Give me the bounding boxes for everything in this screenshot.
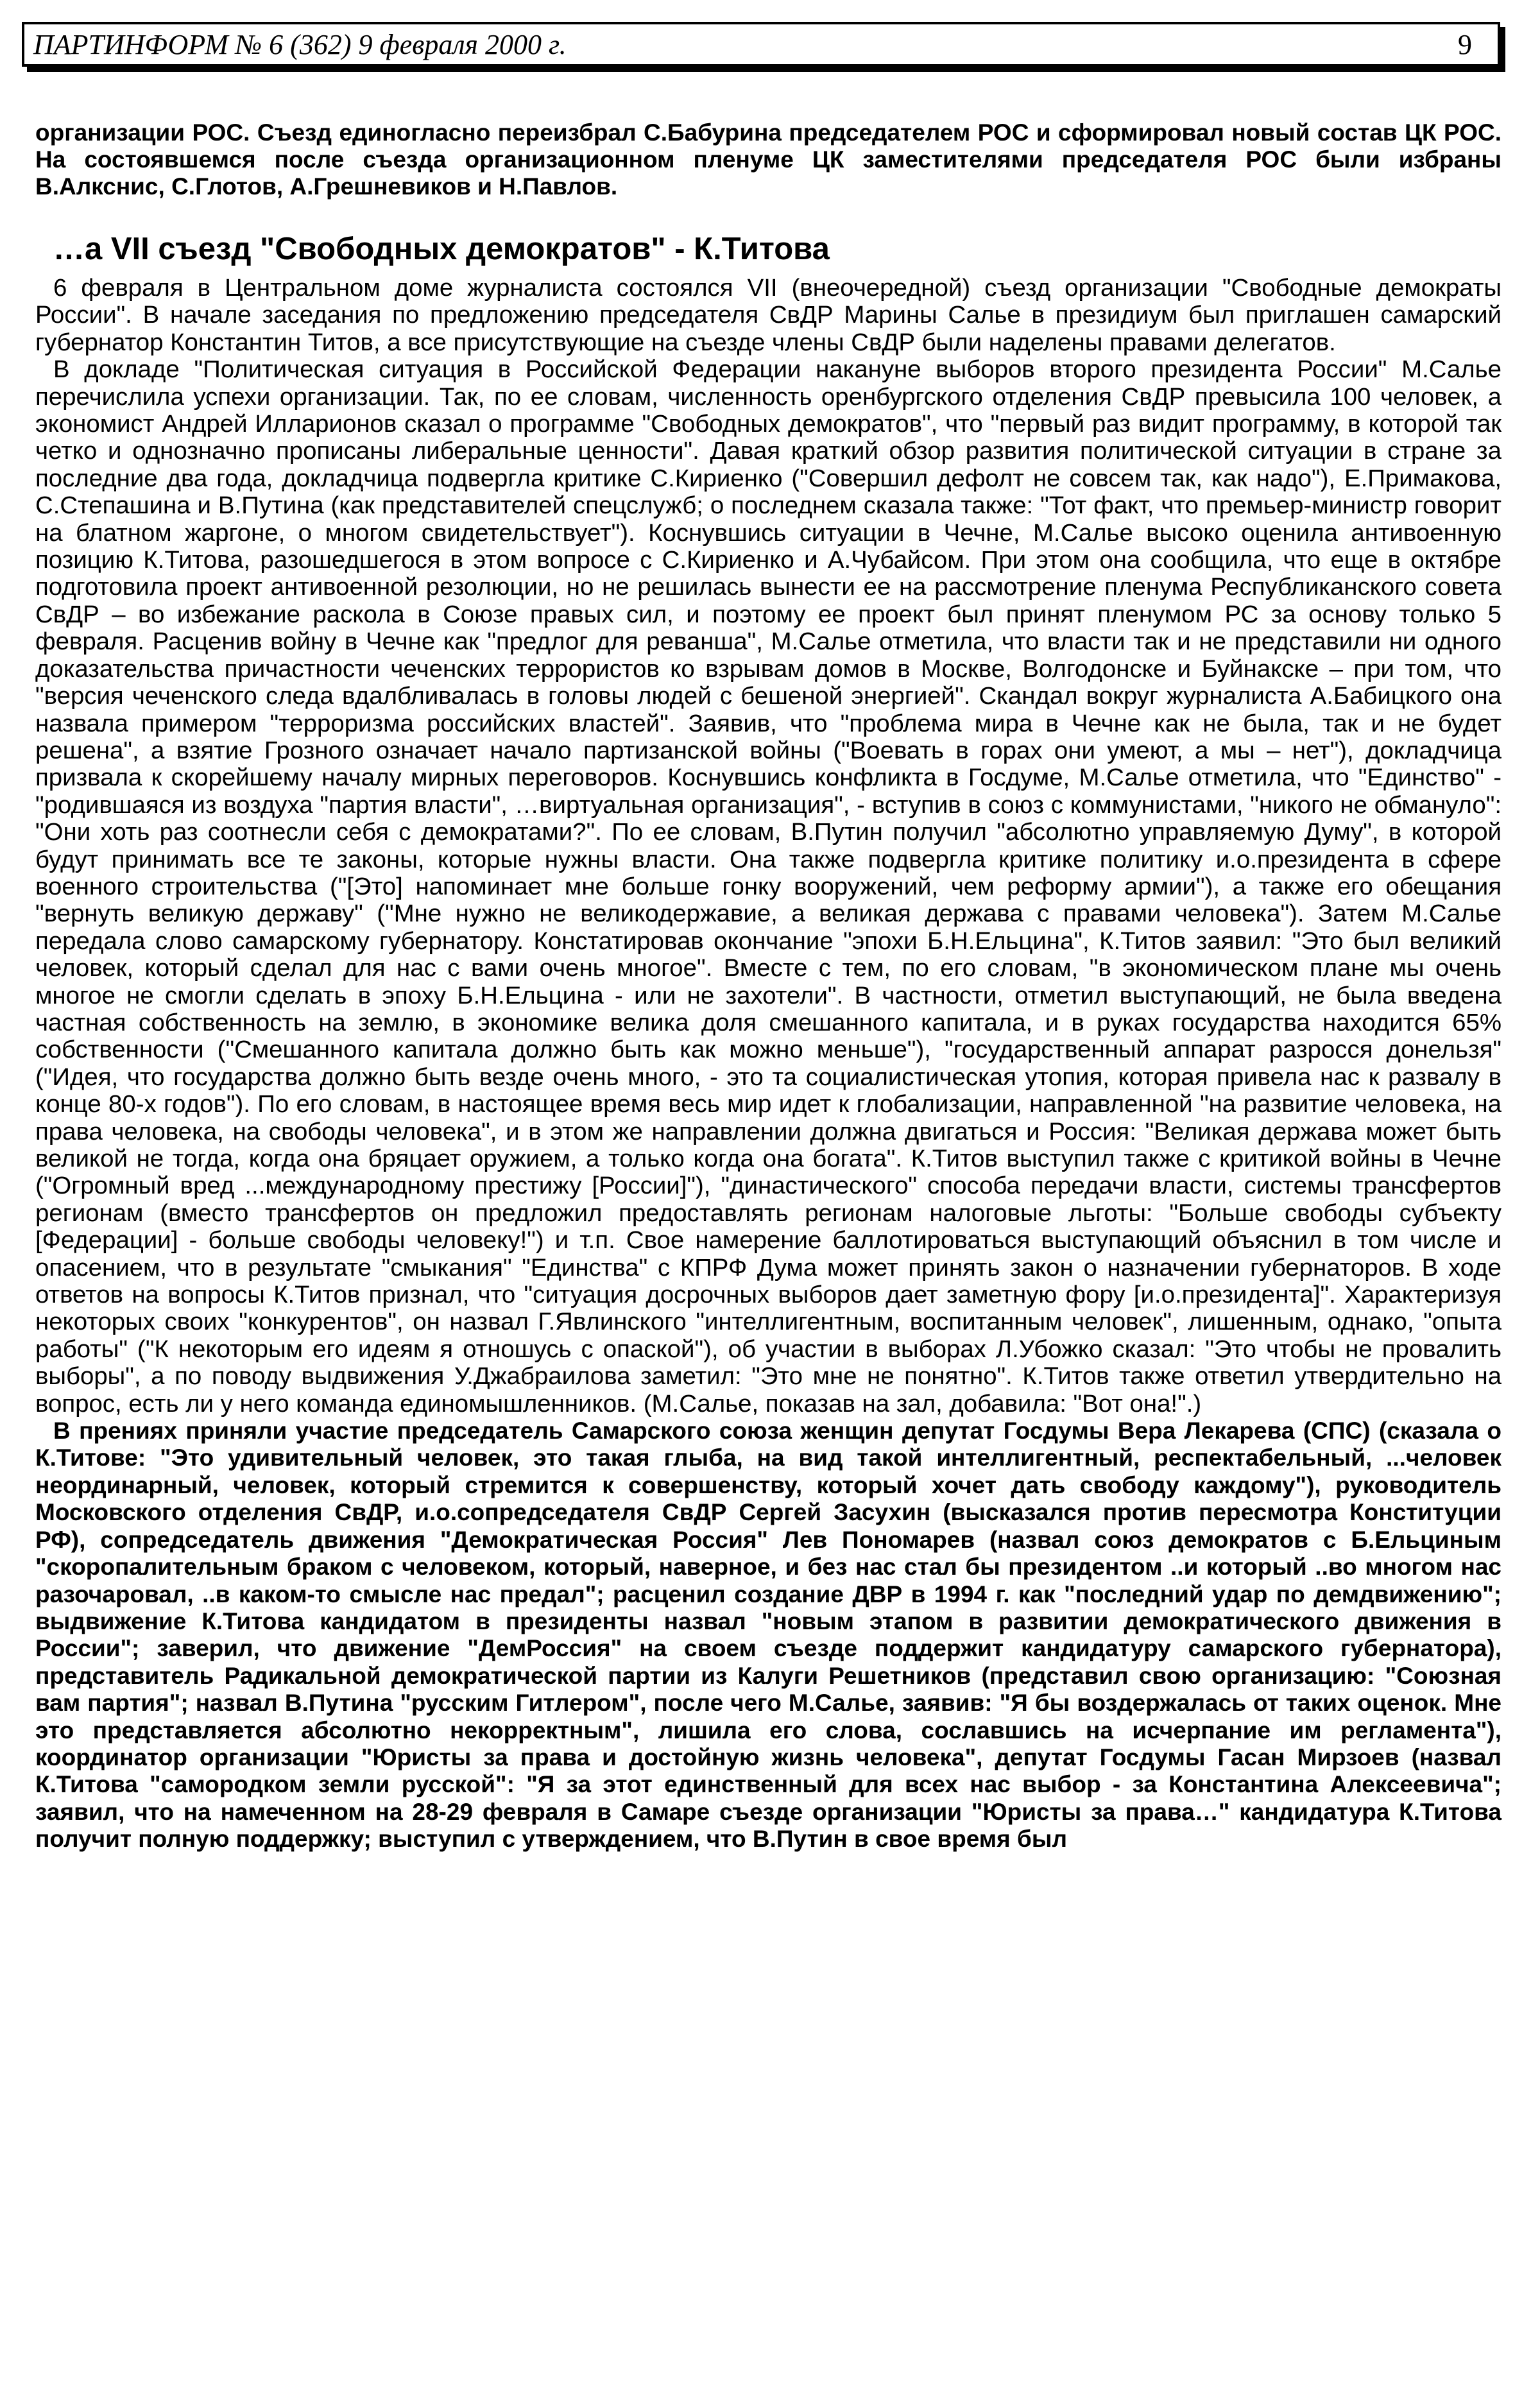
- page-header: [22, 22, 1500, 67]
- article-paragraph-1: 6 февраля в Центральном доме журналиста состоялся VII (внеочередной) съезд организации "Свободные демократы России". В начале заседания по предложению председателя СвДР Марины Салье в президиум был приглашен самарский губернатор Константин Титов, а все присутствующие на съезде члены СвДР были наделены правами делегатов.: [35, 274, 1502, 356]
- article-paragraph-2: В докладе "Политическая ситуация в Российской Федерации накануне выборов второго президента России" М.Салье перечислила успехи организации. Так, по ее словам, численность оренбургского отделения СвДР превысила 100 человек, а экономист Андрей Илларионов сказал о программе "Свободных демократов", что "первый раз видит программу, в которой так четко и однозначно прописаны либеральные ценности". Давая краткий обзор развития политической ситуации в стране за последние два года, докладчица подвергла критике С.Кириенко ("Совершил дефолт не совсем так, как надо"), Е.Примакова, С.Степашина и В.Путина (как представителей спецслужб; о последнем сказала также: "Тот факт, что премьер-министр говорит на блатном жаргоне, о многом свидетельствует"). Коснувшись ситуации в Чечне, М.Салье высоко оценила антивоенную позицию К.Титова, разошедшегося в этом вопросе с С.Кириенко и А.Чубайсом. При этом она сообщила, что еще в октябре подготовила проект антивоенной резолюции, но не решилась вынести ее на рассмотрение пленума Республиканского совета СвДР – во избежание раскола в Союзе правых сил, и поэтому ее проект был принят пленумом РС за основу только 5 февраля. Расценив войну в Чечне как "предлог для реванша", М.Салье отметила, что власти так и не представили ни одного доказательства причастности чеченских террористов ко взрывам домов в Москве, Волгодонске и Буйнакске – при том, что "версия чеченского следа вдалбливалась в головы людей с бешеной энергией". Скандал вокруг журналиста А.Бабицкого она назвала примером "терроризма российских властей". Заявив, что "проблема мира в Чечне как не была, так и не будет решена", а взятие Грозного означает начало партизанской войны ("Воевать в горах они умеют, а мы – нет"), докладчица призвала к скорейшему началу мирных переговоров. Коснувшись конфликта в Госдуме, М.Салье отметила, что "Единство" - "родившаяся из воздуха "партия власти", …виртуальная организация", - вступив в союз с коммунистами, "никого не обмануло": "Они хоть раз соотнесли себя с демократами?". По ее словам, В.Путин получил "абсолютно управляемую Думу", в которой будут принимать все те законы, которые нужны власти. Она также подвергла критике политику и.о.президента в сфере военного строительства ("[Это] напоминает мне больше гонку вооружений, чем реформу армии"), а также его обещания "вернуть великую державу" ("Мне нужно не великодержавие, а великая держава с правами человека"). Затем М.Салье передала слово самарскому губернатору. Констатировав окончание "эпохи Б.Н.Ельцина", К.Титов заявил: "Это был великий человек, который сделал для нас с вами очень многое". Вместе с тем, по его словам, "в экономическом плане мы очень многое не смогли сделать в эпоху Б.Н.Ельцина - или не захотели". В частности, отметил выступающий, не была введена частная собственность на землю, в экономике велика доля смешанного капитала, и в руках государства находится 65% собственности ("Смешанного капитала должно быть как можно меньше"), "государственный аппарат разросся донельзя" ("Идея, что государства должно быть везде очень много, - это та социалистическая утопия, которая привела нас к развалу в конце 80-х годов"). По его словам, в настоящее время весь мир идет к глобализации, направленной "на развитие человека, на права человека, на свободы человека", и в этом же направлении должна двигаться и Россия: "Великая держава может быть великой не тогда, когда она бряцает оружием, а только когда она богата". К.Титов выступил также с критикой войны в Чечне ("Огромный вред ...международному престижу [России]"), "династического" способа передачи власти, системы трансфертов регионам (вместо трансфертов он предложил предоставлять регионам налоговые льготы: "Больше свободы субъекту [Федерации] - больше свободы человеку!") и т.п. Свое намерение баллотироваться выступающий объяснил в том числе и опасением, что в результате "смыкания" "Единства" с КПРФ Дума может принять закон о назначении губернаторов. В ходе ответов на вопросы К.Титов признал, что "ситуация досрочных выборов дает заметную фору [и.о.президента]". Характеризуя некоторых своих "конкурентов", он назвал Г.Явлинского "интеллигентным, воспитанным человек", лишенным, однако, "опыта работы" ("К некоторым его идеям я отношусь с опаской"), об участии в выборах Л.Убожко сказал: "Это чтобы не провалить выборы", а по поводу выдвижения У.Джабраилова заметил: "Это мне не понятно". К.Титов также ответил утвердительно на вопрос, есть ли у него команда единомышленников. (М.Салье, показав на зал, добавила: "Вот она!".): [35, 356, 1502, 1418]
- publication-title: ПАРТИНФОРМ № 6 (362) 9 февраля 2000 г.: [33, 28, 567, 60]
- page-number: 9: [1458, 28, 1472, 60]
- article-headline: …а VII съезд "Свободных демократов" - К.Титова: [53, 232, 830, 266]
- page-content: [35, 119, 1502, 1853]
- debate-paragraph: В прениях приняли участие председатель Самарского союза женщин депутат Госдумы Вера Лекарева (СПС) (сказала о К.Титове: "Это удивительный человек, это такая глыба, на вид такой интеллигентный, респектабельный, ...человек неординарный, человек, который стремится к совершенству, который хочет дать свободу каждому"), руководитель Московского отделения СвДР, и.о.сопредседателя СвДР Сергей Засухин (высказался против пересмотра Конституции РФ), сопредседатель движения "Демократическая Россия" Лев Пономарев (назвал союз демократов с Б.Ельциным "скоропалительным браком с человеком, который, наверное, и без нас стал бы президентом ..и который ..во многом нас разочаровал, ..в каком-то смысле нас предал"; расценил создание ДВР в 1994 г. как "последний удар по демдвижению"; выдвижение К.Титова кандидатом в президенты назвал "новым этапом в развитии демократического движения в России"; заверил, что движение "ДемРоссия" на своем съезде поддержит кандидатуру самарского губернатора), представитель Радикальной демократической партии из Калуги Решетников (представил свою организацию: "Союзная вам партия"; назвал В.Путина "русским Гитлером", после чего М.Салье, заявив: "Я бы воздержалась от таких оценок. Мне это представляется абсолютно некорректным", лишила его слова, сославшись на исчерпание им регламента"), координатор организации "Юристы за права и достойную жизнь человека", депутат Госдумы Гасан Мирзоев (назвал К.Титова "самородком земли русской": "Я за этот единственный для всех нас выбор - за Константина Алексеевича"; заявил, что на намеченном на 28-29 февраля в Самаре съезде организации "Юристы за права…" кандидатура К.Титова получит полную поддержку; выступил с утверждением, что В.Путин в свое время был: [35, 1418, 1502, 1853]
- lead-paragraph: организации РОС. Съезд единогласно переизбрал С.Бабурина председателем РОС и сформировал новый состав ЦК РОС. На состоявшемся после съезда организационном пленуме ЦК заместителями председателя РОС были избраны В.Алкснис, С.Глотов, А.Грешневиков и Н.Павлов.: [35, 119, 1502, 200]
